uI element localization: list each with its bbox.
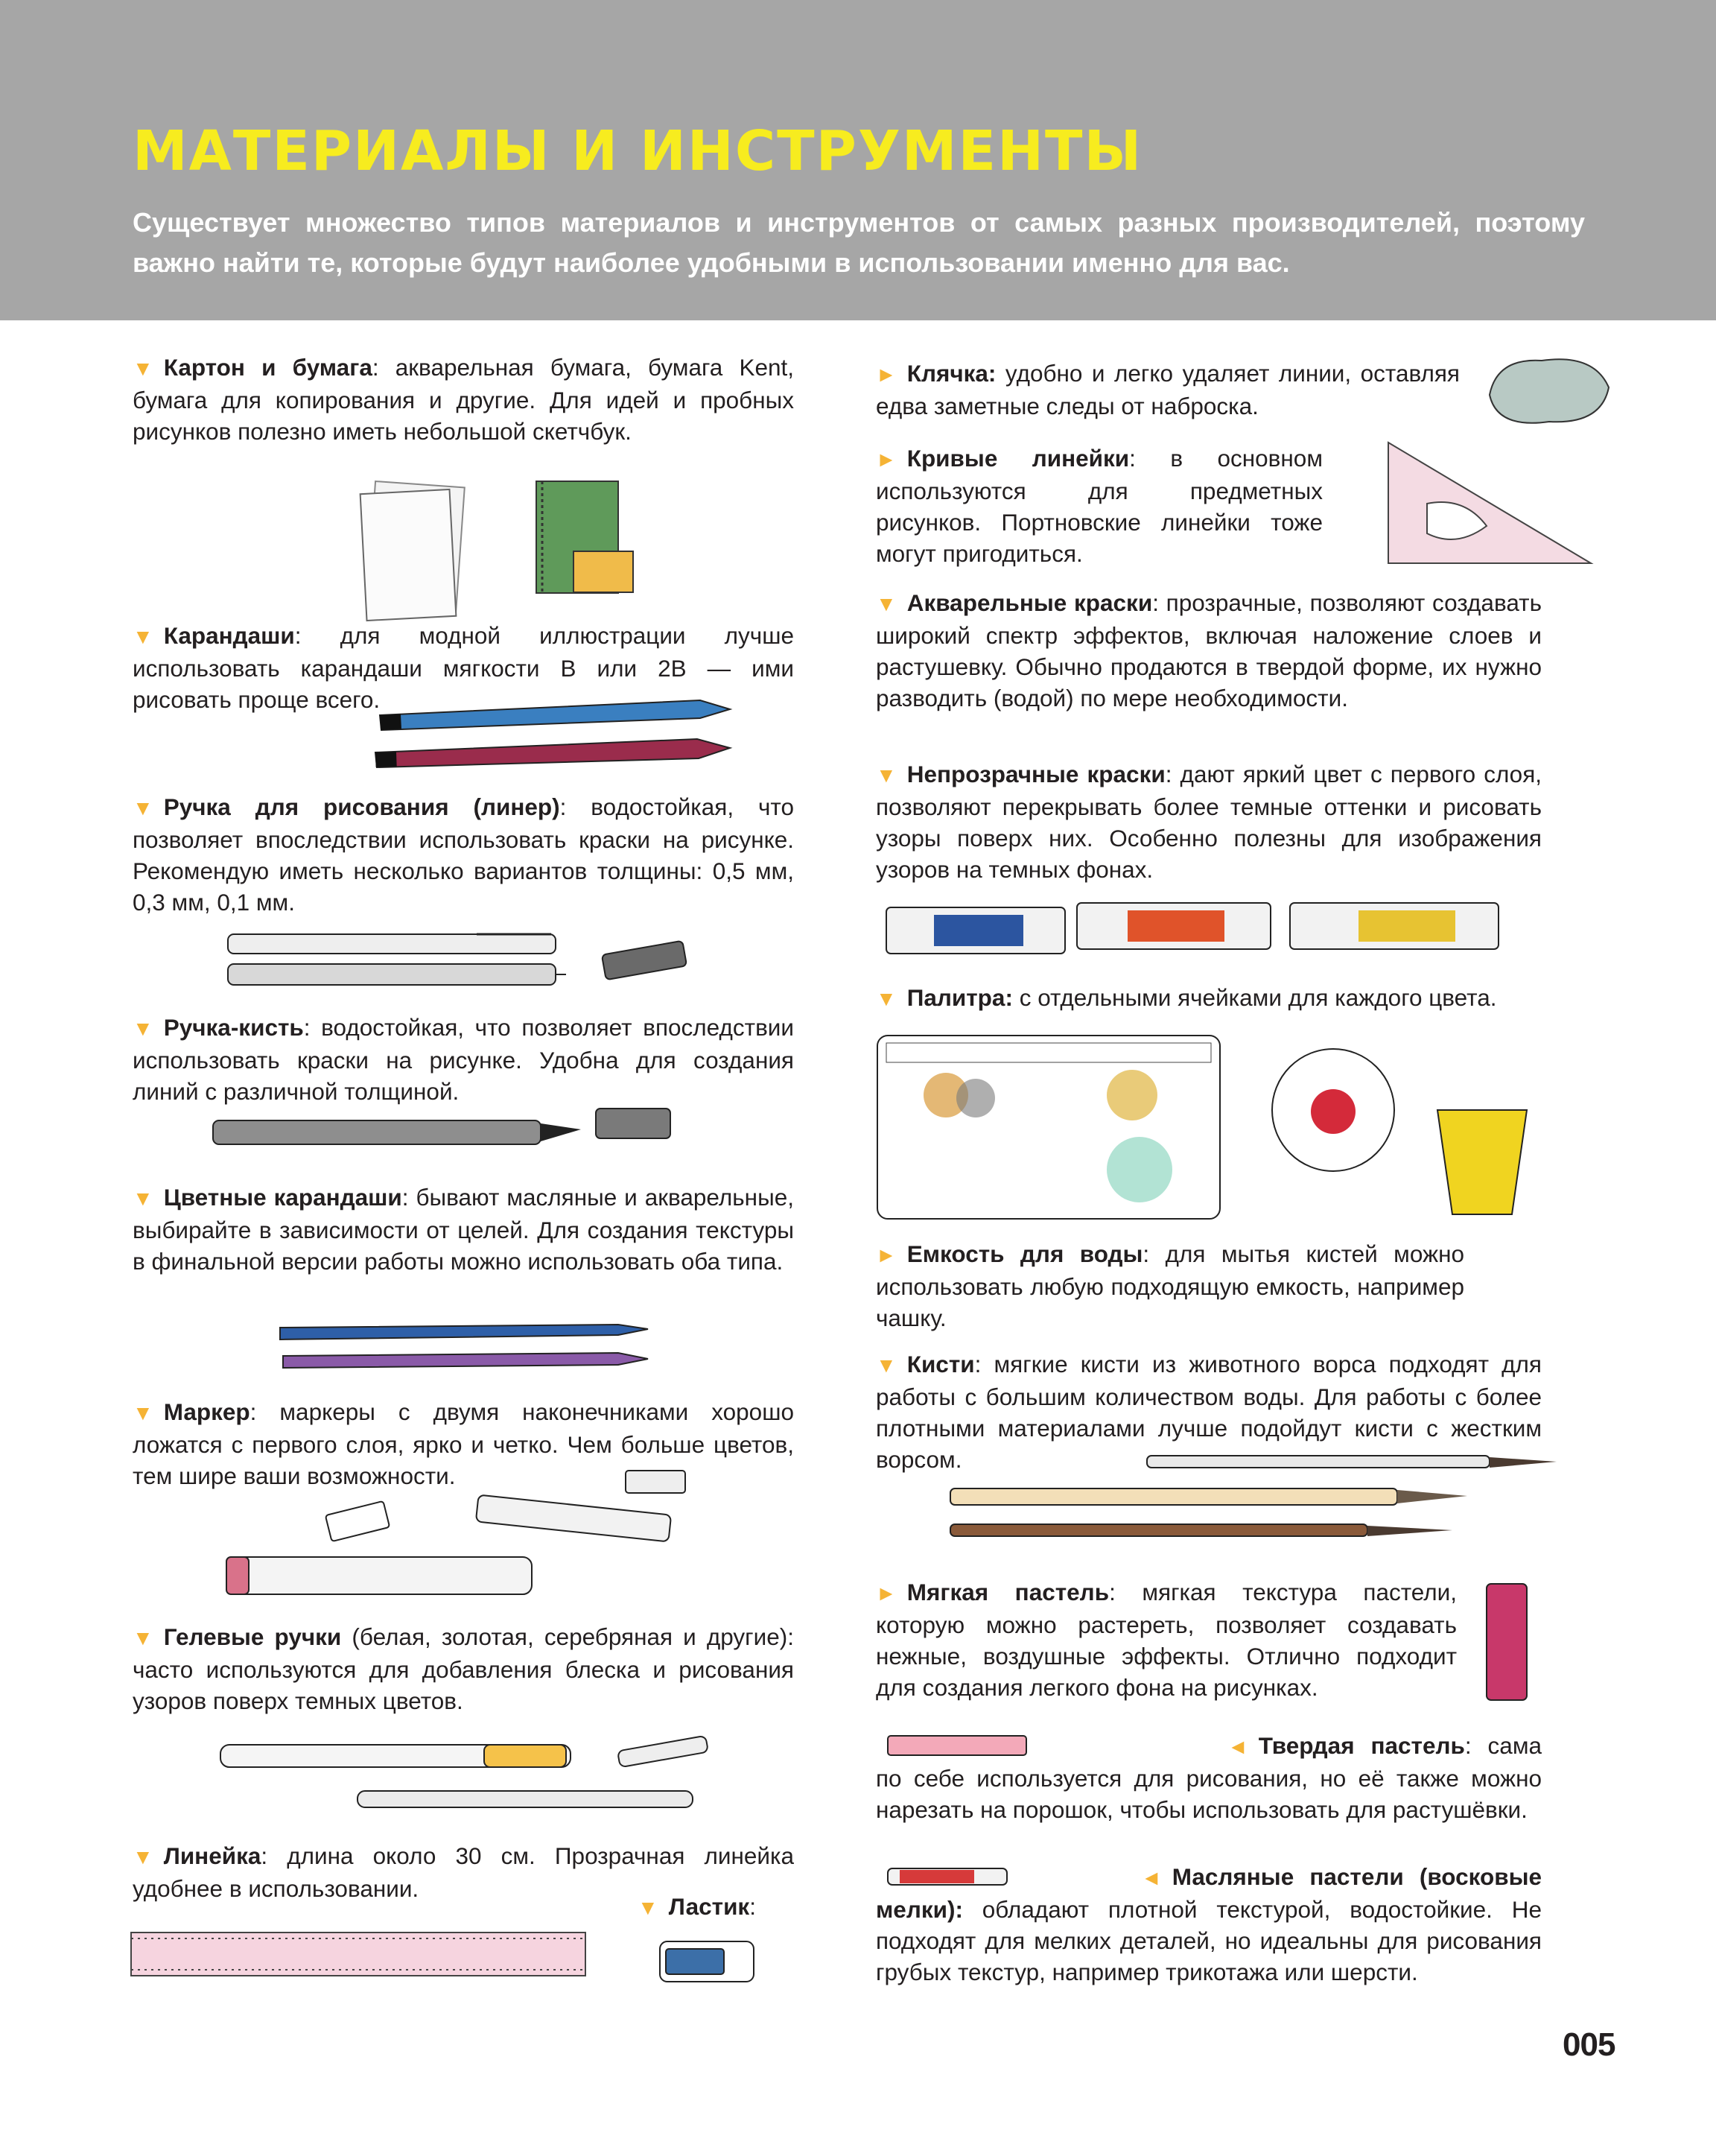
palette-icon <box>871 1028 1542 1237</box>
entry-term: Цветные карандаши <box>163 1184 402 1211</box>
entry-term: Мягкая пастель <box>906 1579 1110 1605</box>
entry-water-container <box>876 1238 1464 1334</box>
entry-text: : длина около 30 см. Прозрачная линейка удобнее в использовании. <box>133 1842 794 1902</box>
entry-term: Кривые линейки <box>906 445 1130 472</box>
entry-term: Ручка для рисования (линер) <box>163 793 560 820</box>
entry-term: Непрозрачные краски <box>906 761 1166 787</box>
entry-text: : бывают масляные и акварельные, выбирайте в зависимости от целей. Для создания текстуры в финальной версии работы можно использовать оба типа. <box>133 1184 794 1275</box>
entry-curve-rulers <box>876 443 1323 569</box>
left-triangle-icon: ◄ <box>1141 1866 1162 1889</box>
entry-text: : для мытья кистей можно использовать любую подходящую емкость, например чашку. <box>876 1240 1464 1331</box>
entry-term: Картон и бумага <box>163 354 372 381</box>
liner-pens-icon <box>223 928 760 995</box>
entry-text: : в основном используются для предметных рисунков. Портновские линейки тоже могут пригодиться. <box>876 445 1323 567</box>
entry-text: : водостойкая, что позволяет впоследствии использовать краски на рисунке. Удобна для создания линий с различной толщиной. <box>133 1014 794 1105</box>
down-triangle-icon: ▼ <box>133 625 153 648</box>
entry-text: : водостойкая, что позволяет впоследствии использовать краски на рисунке. Рекомендую иметь несколько вариантов толщины: 0,5 мм, 0,3 мм, 0,1 мм. <box>133 793 794 916</box>
entry-text: : дают яркий цвет с первого слоя, позволяют перекрывать более темные оттенки и рисовать узоры поверх них. Особенно полезны для изображения узоров на темных фонах. <box>876 761 1542 883</box>
down-triangle-icon: ▼ <box>133 1845 153 1868</box>
right-triangle-icon: ► <box>876 1582 897 1605</box>
entry-soft-pastel <box>876 1576 1457 1703</box>
entry-text: с отдельными ячейками для каждого цвета. <box>1012 984 1497 1011</box>
entry-palette <box>876 982 1554 1015</box>
entry-text: : мягкие кисти из животного ворса подходят для работы с большим количеством воды. Для работы с более плотными материалами лучше подойдут кисти с жестким ворсом. <box>876 1351 1542 1473</box>
pencils-icon <box>372 693 760 775</box>
entry-term: Клячка: <box>906 360 997 387</box>
entry-term: Гелевые ручки <box>163 1623 342 1650</box>
paper-sketchbook-icon <box>358 477 655 626</box>
color-pencils-icon <box>276 1319 663 1378</box>
entry-term: Масляные пастели (восковые мелки): <box>876 1863 1542 1923</box>
down-triangle-icon: ▼ <box>133 1017 153 1040</box>
entry-term: Твердая пастель <box>1258 1732 1465 1759</box>
entry-text: : сама по себе используется для рисования, но её также можно нарезать на порошок, чтобы использовать для растушёвки. <box>876 1732 1542 1823</box>
ruler-icon <box>127 1927 596 1986</box>
entry-term: Маркер <box>163 1398 250 1425</box>
entry-text: : <box>749 1893 756 1920</box>
right-triangle-icon: ► <box>876 1243 897 1266</box>
header-banner <box>0 0 1716 320</box>
down-triangle-icon: ▼ <box>638 1896 658 1919</box>
brush-pen-icon <box>209 1103 685 1162</box>
down-triangle-icon: ▼ <box>133 1401 153 1424</box>
entry-text: : мягкая текстура пастели, которую можно растереть, позволяет создавать нежные, воздушные эффекты. Отлично подходит для создания легкого фона на рисунках. <box>876 1579 1457 1701</box>
entry-text: : маркеры с двумя наконечниками хорошо ложатся с первого слоя, ярко и четко. Чем больше цветов, тем шире ваши возможности. <box>133 1398 794 1489</box>
entry-term: Кисти <box>906 1351 975 1377</box>
entry-liner <box>133 791 794 918</box>
entry-text: обладают плотной текстурой, водостойкие. Не подходят для мелких деталей, но идеальны для рисования грубых текстур, например трикотажа или шерсти. <box>876 1896 1542 1985</box>
hard-pastel-icon <box>883 1731 1032 1761</box>
curve-ruler-icon <box>1382 437 1598 571</box>
down-triangle-icon: ▼ <box>876 987 897 1010</box>
down-triangle-icon: ▼ <box>876 764 897 787</box>
down-triangle-icon: ▼ <box>133 796 153 819</box>
entry-paper <box>133 352 794 447</box>
down-triangle-icon: ▼ <box>876 1354 897 1377</box>
left-triangle-icon: ◄ <box>1227 1735 1248 1758</box>
right-triangle-icon: ► <box>876 363 897 386</box>
entry-watercolor <box>876 587 1542 714</box>
entry-term: Карандаши <box>163 622 295 649</box>
entry-term: Ручка-кисть <box>163 1014 304 1041</box>
page-number: 005 <box>1563 2026 1615 2063</box>
entry-text: : для модной иллюстрации лучше использовать карандаши мягкости B или 2B — ими рисовать проще всего. <box>133 622 794 713</box>
entry-text: удобно и легко удаляет линии, оставляя едва заметные следы от наброска. <box>876 360 1460 419</box>
entry-color-pencils <box>133 1182 794 1277</box>
eraser-icon <box>655 1937 767 1989</box>
entry-brush-pen <box>133 1012 794 1107</box>
entry-opaque-paints <box>876 758 1542 885</box>
down-triangle-icon: ▼ <box>876 592 897 615</box>
entry-term: Линейка <box>163 1842 261 1869</box>
page-title: МАТЕРИАЛЫ И ИНСТРУМЕНТЫ <box>133 119 1143 183</box>
gel-pens-icon <box>216 1728 737 1818</box>
entry-term: Ластик <box>668 1893 750 1920</box>
entry-term: Акварельные краски <box>906 589 1153 616</box>
entry-term: Емкость для воды <box>906 1240 1143 1267</box>
paint-brushes-icon <box>946 1450 1572 1547</box>
down-triangle-icon: ▼ <box>133 1187 153 1210</box>
soft-pastel-icon <box>1482 1579 1534 1706</box>
oil-pastel-icon <box>883 1862 1017 1892</box>
paint-tubes-icon <box>882 897 1507 964</box>
down-triangle-icon: ▼ <box>133 1626 153 1649</box>
entry-eraser <box>638 1891 801 1924</box>
entry-text: (белая, золотая, серебряная и другие): часто используются для добавления блеска и рисования узоров поверх темных цветов. <box>133 1623 794 1714</box>
entry-term: Палитра: <box>906 984 1013 1011</box>
entry-text: : акварельная бумага, бумага Kent, бумага для копирования и другие. Для идей и пробных рисунков полезно иметь небольшой скетчбук. <box>133 354 794 445</box>
entry-text: : прозрачные, позволяют создавать широкий спектр эффектов, включая наложение слоев и растушевку. Обычно продаются в твердой форме, их нужно разводить (водой) по мере необходимости. <box>876 589 1542 711</box>
down-triangle-icon: ▼ <box>133 357 153 380</box>
markers-icon <box>223 1468 745 1609</box>
entry-kneaded-eraser <box>876 358 1460 422</box>
right-triangle-icon: ► <box>876 448 897 471</box>
intro-text: Существует множество типов материалов и инструментов от самых разных производителей, поэтому важно найти те, которые будут наиболее удобными в использовании именно для вас. <box>133 207 1585 278</box>
kneaded-eraser-icon <box>1475 350 1624 432</box>
entry-gel-pens <box>133 1621 794 1716</box>
